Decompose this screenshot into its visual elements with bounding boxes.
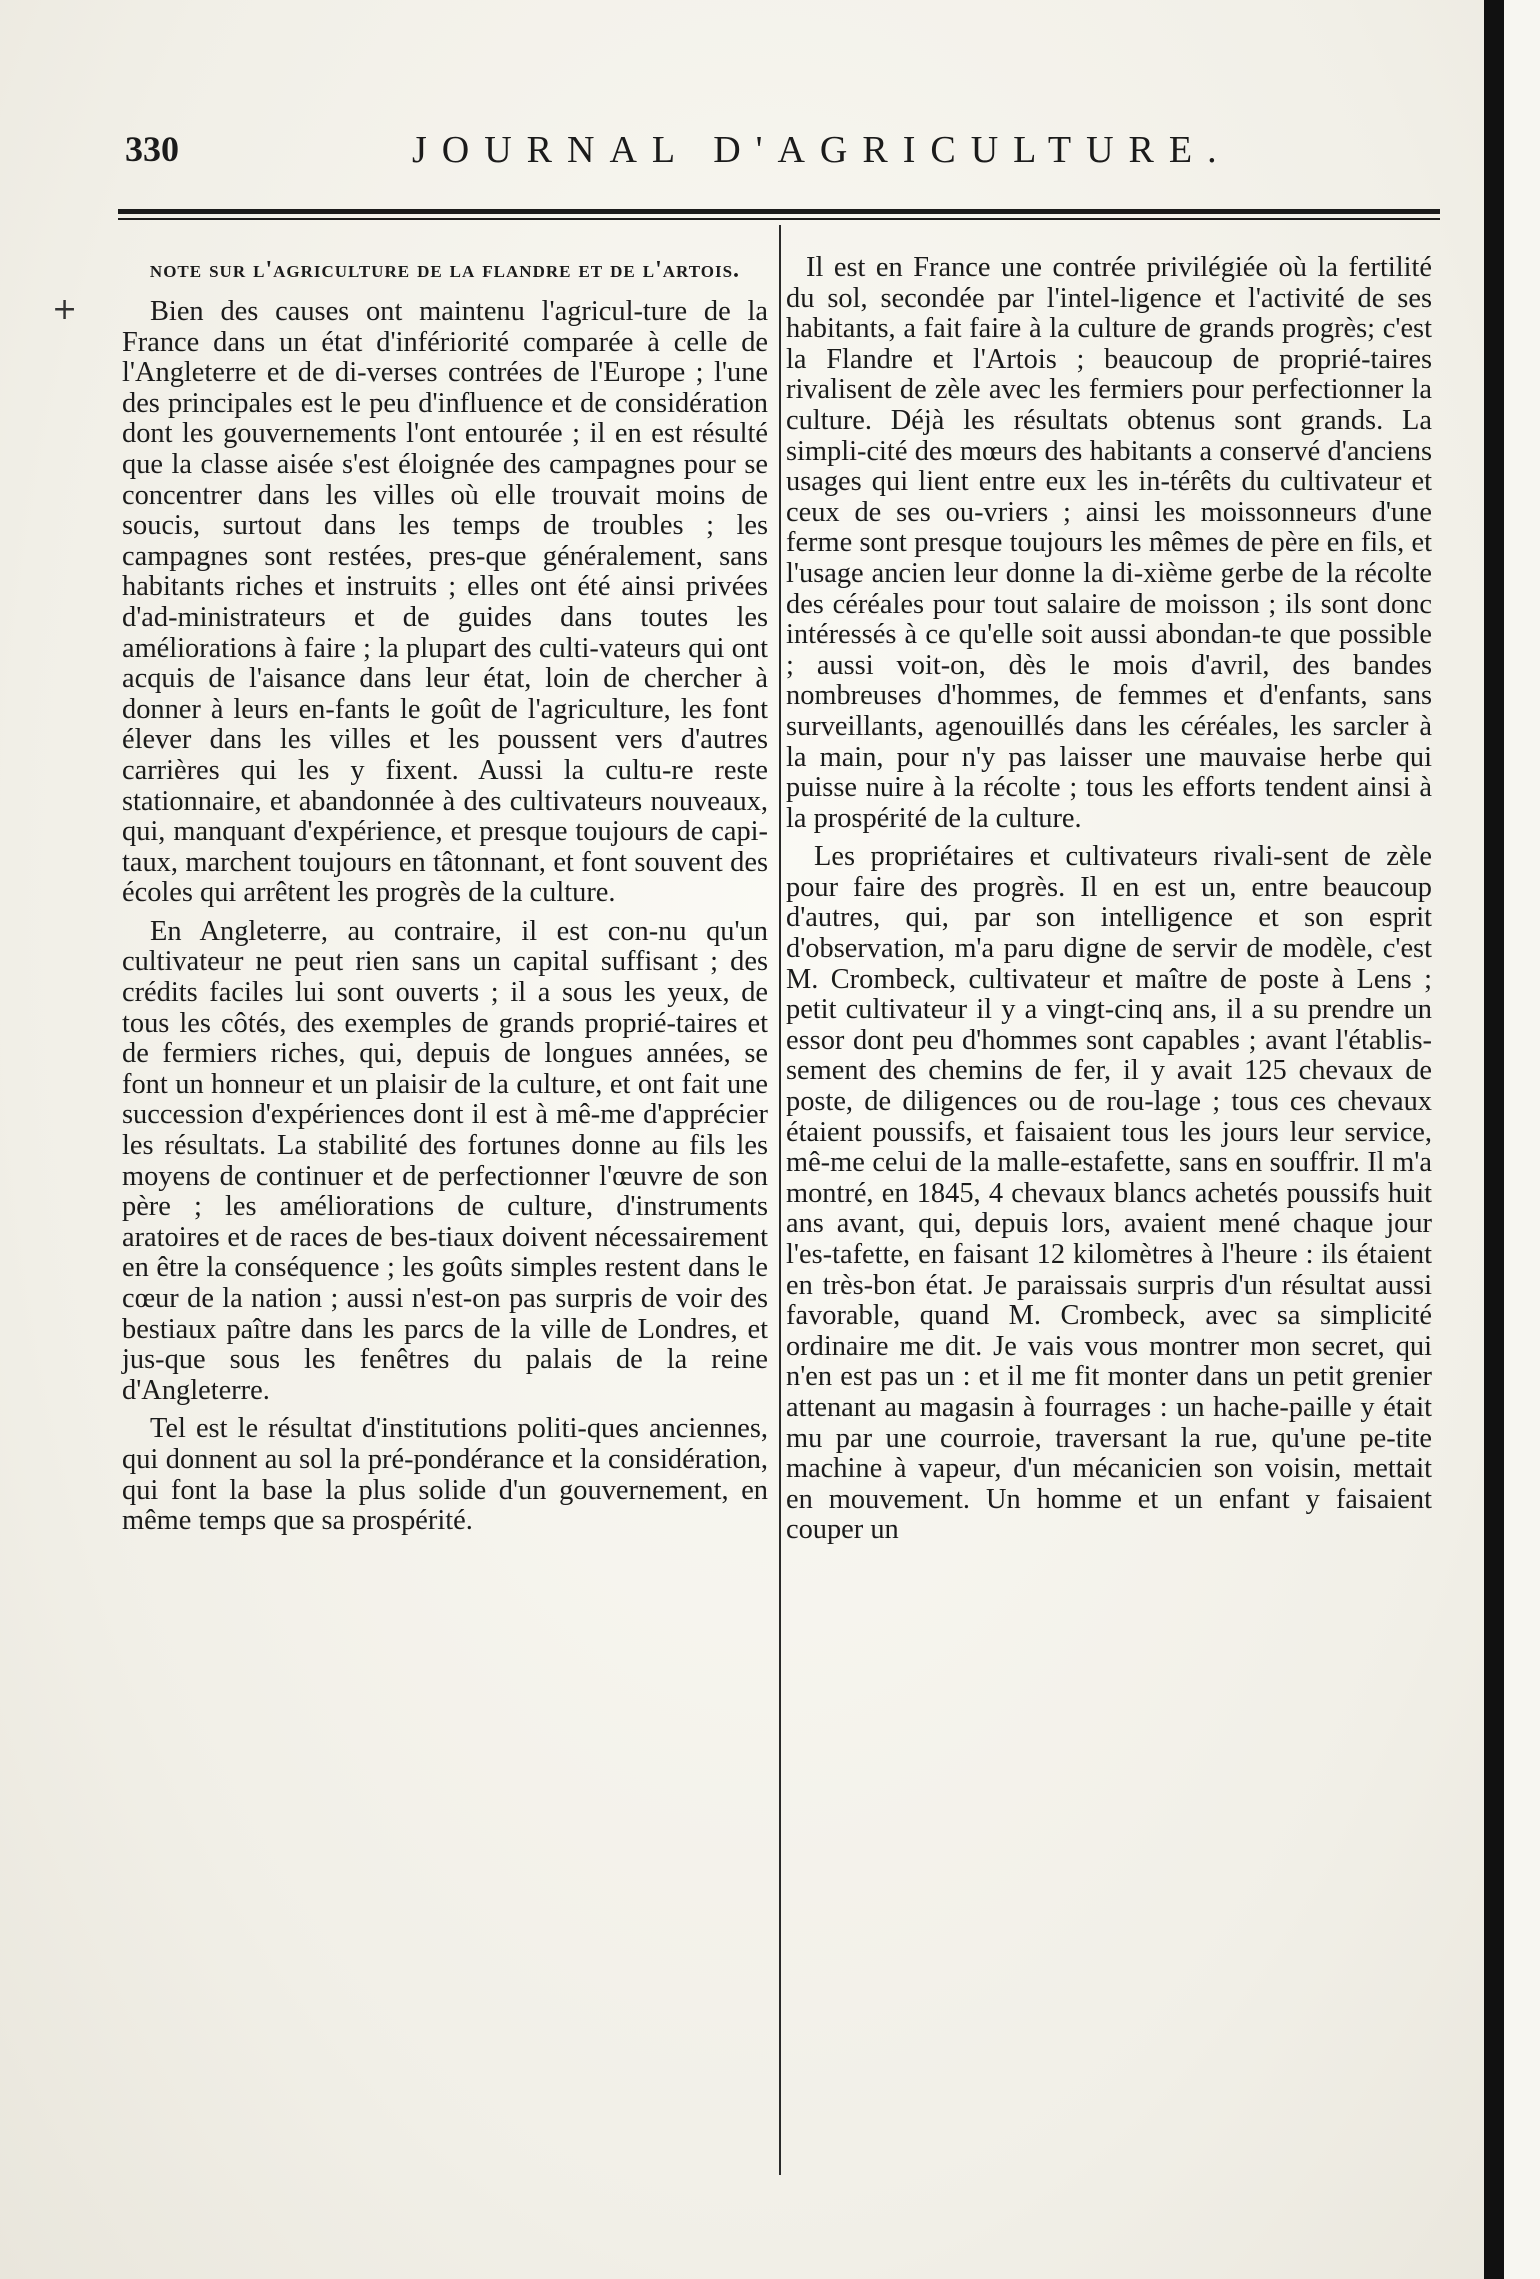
paragraph: En Angleterre, au contraire, il est con-nu qu'un cultivateur ne peut rien sans un capital suffisant ; des crédits faciles lui sont ouverts ; il a sous les yeux, de tous les côtés, des exemples de grands proprié-taires et de fermiers riches, qui, depuis de longues années, se font un honneur et un plaisir de la culture, et ont fait une succession d'expériences dont il est à mê-me d'apprécier les résultats. La stabilité des fortunes donne au fils les moyens de continuer et de perfectionner l'œuvre de son père ; les améliorations de culture, d'instruments aratoires et de races de bes-tiaux doivent nécessairement en être la conséquence ; les goûts simples restent dans le cœur de la nation ; aussi n'est-on pas surpris de voir des bestiaux paître dans les parcs de la ville de Londres, et jus-que sous les fenêtres du palais de la reine d'Angleterre. xyxy=(122,915,768,1406)
column-divider xyxy=(779,225,781,2175)
header-rule-thick xyxy=(118,209,1440,214)
running-header xyxy=(125,128,1445,188)
page-edge-margin xyxy=(1504,0,1540,2279)
pencil-cross-mark: + xyxy=(52,292,78,327)
header-rule-thin xyxy=(118,218,1440,220)
paragraph: Bien des causes ont maintenu l'agricul-ture de la France dans un état d'infériorité comparée à celle de l'Angleterre et de di-verses contrées de l'Europe ; l'une des principales est le peu d'influence et de considération dont les gouvernements l'ont entourée ; il en est résulté que la classe aisée s'est éloignée des campagnes pour se concentrer dans les villes où elle trouvait moins de soucis, surtout dans les temps de troubles ; les campagnes sont restées, pres-que généralement, sans habitants riches et instruits ; elles ont été ainsi privées d'ad-ministrateurs et de guides dans toutes les améliorations à faire ; la plupart des culti-vateurs qui ont acquis de l'aisance dans leur état, loin de chercher à donner à leurs en-fants le goût de l'agriculture, les font élever dans les villes et les poussent vers d'autres carrières qui les y fixent. Aussi la cultu-re reste stationnaire, et abandonnée à des cultivateurs nouveaux, qui, manquant d'expérience, et presque toujours de capi-taux, marchent toujours en tâtonnant, et font souvent des écoles qui arrêtent les progrès de la culture. xyxy=(122,296,768,909)
left-column xyxy=(122,253,768,1537)
running-title: JOURNAL D'AGRICULTURE. xyxy=(412,129,1232,171)
page-number: 330 xyxy=(125,129,179,169)
paragraph: Les propriétaires et cultivateurs rivali-sent de zèle pour faire des progrès. Il en est un, entre beaucoup d'autres, qui, par son intelligence et son esprit d'observation, m'a paru digne de servir de modèle, c'est M. Crombeck, cultivateur et maître de poste à Lens ; petit cultivateur il y a vingt-cinq ans, il a su prendre un essor dont peu d'hommes sont capables ; avant l'établis-sement des chemins de fer, il y avait 125 chevaux de poste, de diligences ou de rou-lage ; tous ces chevaux étaient poussifs, et faisaient tous les jours leur service, mê-me celui de la malle-estafette, sans en souffrir. Il m'a montré, en 1845, 4 chevaux blancs achetés poussifs huit ans avant, qui, depuis lors, avaient mené chaque jour l'es-tafette, en faisant 12 kilomètres à l'heure : ils étaient en très-bon état. Je paraissais surpris d'un résultat aussi favorable, quand M. Crombeck, avec sa simplicité ordinaire me dit. Je vais vous montrer mon secret, qui n'en est pas un : et il me fit monter dans un petit grenier attenant au magasin à fourrages : un hache-paille y était mu par une courroie, traversant la rue, qu'une pe-tite machine à vapeur, d'un mécanicien son voisin, mettait en mouvement. Un homme et un enfant y faisaient couper un xyxy=(786,841,1432,1546)
paragraph: Tel est le résultat d'institutions politi-ques anciennes, qui donnent au sol la pré-pondérance et la considération, qui font la base la plus solide d'un gouvernement, en même temps que sa prospérité. xyxy=(122,1413,768,1537)
right-column xyxy=(786,253,1432,1546)
paragraph: Il est en France une contrée privilégiée où la fertilité du sol, secondée par l'intel-ligence et l'activité de ses habitants, a fait faire à la culture de grands progrès; c'est la Flandre et l'Artois ; beaucoup de proprié-taires rivalisent de zèle avec les fermiers pour perfectionner la culture. Déjà les résultats obtenus sont grands. La simpli-cité des mœurs des habitants a conservé d'anciens usages qui lient entre eux les in-térêts du cultivateur et ceux de ses ou-vriers ; ainsi les moissonneurs d'une ferme sont presque toujours les mêmes de père en fils, et l'usage ancien leur donne la di-xième gerbe de la récolte des céréales pour tout salaire de moisson ; ils sont donc intéressés à ce qu'elle soit aussi abondan-te que possible ; aussi voit-on, dès le mois d'avril, des bandes nombreuses d'hommes, de femmes et d'enfants, sans surveillants, agenouillés dans les céréales, les sarcler à la main, pour n'y pas laisser une mauvaise herbe qui puisse nuire à la récolte ; tous les efforts tendent ainsi à la prospérité de la culture. xyxy=(786,252,1432,834)
page-edge-shadow xyxy=(1484,0,1504,2279)
article-title: note sur l'agriculture de la flandre et de l'artois. xyxy=(149,257,741,283)
